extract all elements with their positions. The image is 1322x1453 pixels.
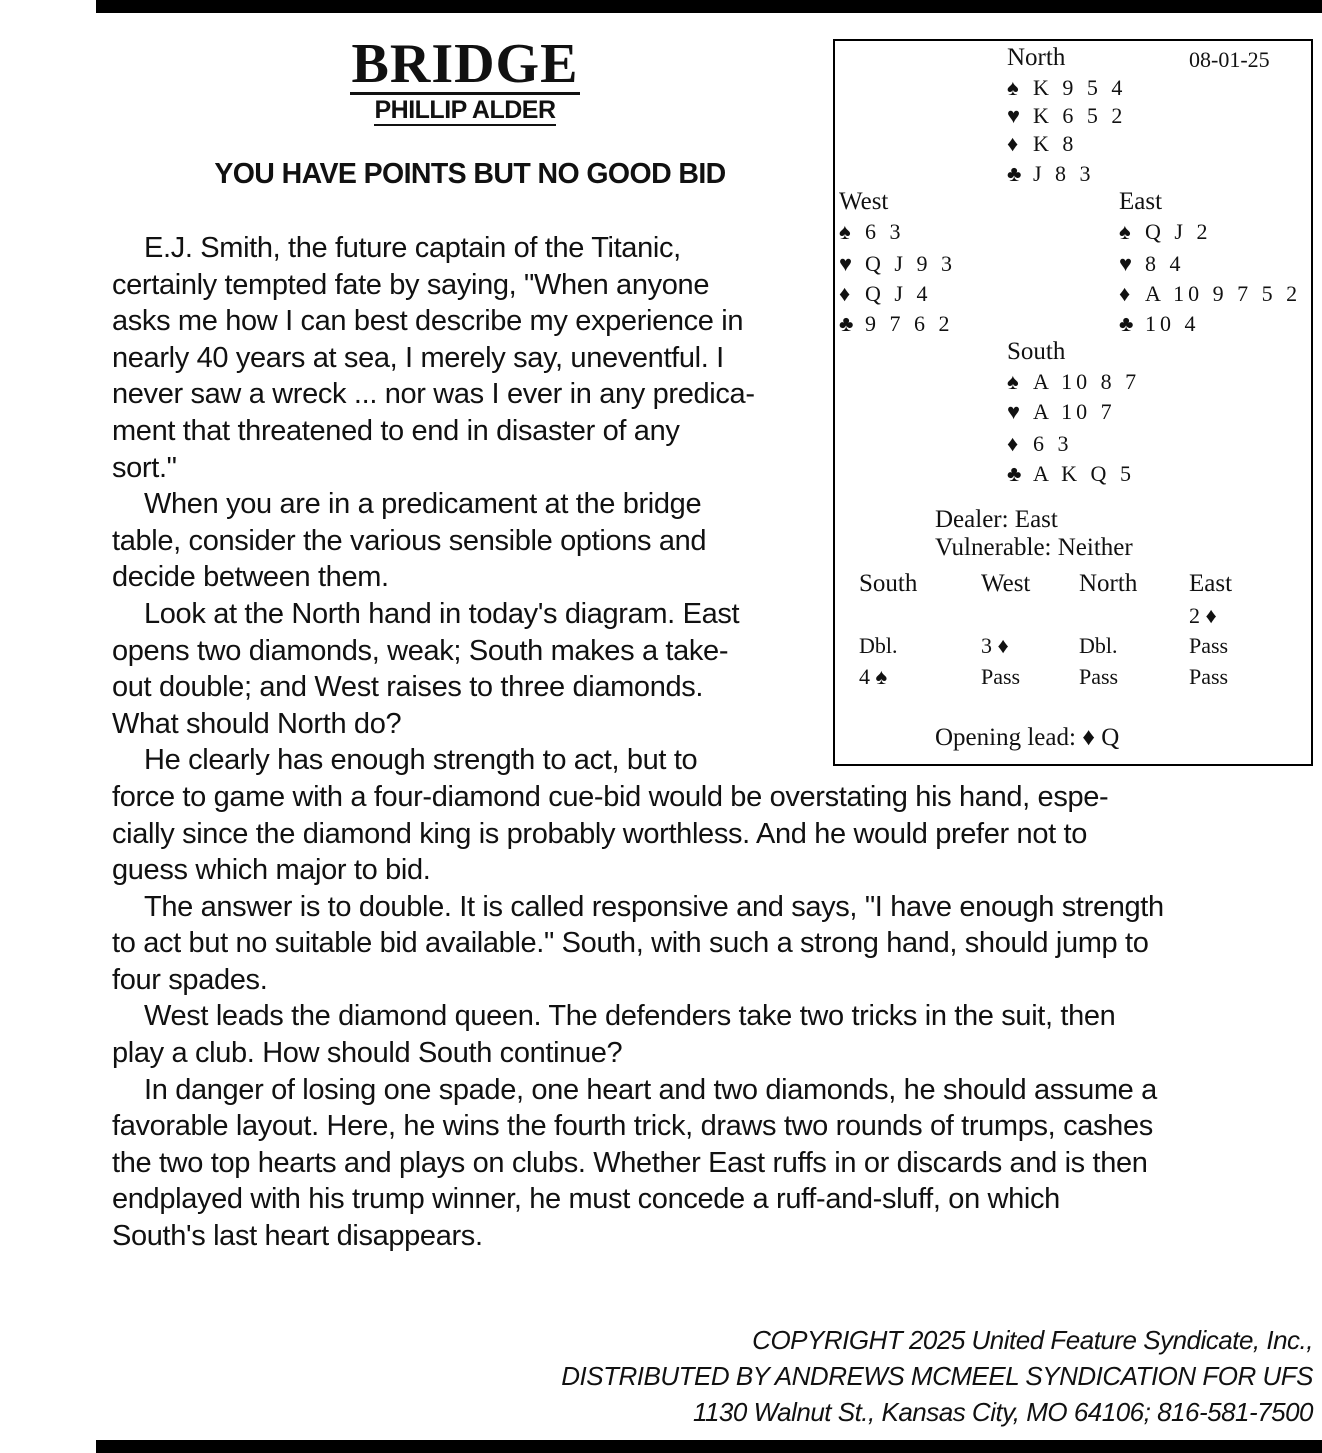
diamond-icon: ♦ bbox=[1205, 603, 1217, 628]
auction-header-south: South bbox=[859, 570, 918, 597]
body-line: In danger of losing one spade, one heart and two diamonds, he should assume a bbox=[144, 1073, 1157, 1106]
body-line: to act but no suitable bid available." South, with such a strong hand, should jump to bbox=[112, 927, 1149, 960]
auction-bid: Pass bbox=[981, 664, 1021, 689]
diamond-icon: ♦ bbox=[1007, 131, 1019, 156]
spade-icon: ♠ bbox=[1007, 369, 1019, 394]
body-line: the two top hearts and plays on clubs. Whether East ruffs in or discards and is then bbox=[112, 1146, 1148, 1179]
body-line: table, consider the various sensible options and bbox=[112, 524, 707, 557]
body-line: endplayed with his trump winner, he must concede a ruff-and-sluff, on which bbox=[112, 1183, 1060, 1216]
body-line: When you are in a predicament at the bridge bbox=[144, 488, 702, 521]
body-line: guess which major to bid. bbox=[112, 854, 431, 887]
body-line: never saw a wreck ... nor was I ever in any predica- bbox=[112, 378, 755, 411]
auction-header-east: East bbox=[1189, 570, 1233, 597]
spade-icon: ♠ bbox=[875, 664, 888, 689]
bridge-diagram bbox=[833, 39, 1313, 766]
north-clubs: ♣ J 8 3 bbox=[1007, 161, 1095, 186]
body-line: certainly tempted fate by saying, "When anyone bbox=[112, 268, 710, 301]
auction-header-north: North bbox=[1079, 570, 1138, 597]
body-line: nearly 40 years at sea, I merely say, uneventful. I bbox=[112, 341, 724, 374]
top-rule bbox=[96, 0, 1322, 13]
diamond-icon: ♦ bbox=[839, 281, 851, 306]
spade-icon: ♠ bbox=[1119, 219, 1131, 244]
diamond-icon: ♦ bbox=[1119, 281, 1131, 306]
auction-bid: 4 ♠ bbox=[859, 664, 888, 689]
body-line: West leads the diamond queen. The defenders take two tricks in the suit, then bbox=[144, 1000, 1116, 1033]
west-spades: ♠ 6 3 bbox=[839, 219, 905, 244]
body-line: four spades. bbox=[112, 963, 268, 996]
club-icon: ♣ bbox=[1007, 461, 1022, 486]
spade-icon: ♠ bbox=[1007, 75, 1019, 100]
body-line: Look at the North hand in today's diagram. East bbox=[144, 597, 740, 630]
auction-bid: 2 ♦ bbox=[1189, 603, 1217, 628]
heart-icon: ♥ bbox=[839, 251, 853, 276]
copyright-line: 1130 Walnut St., Kansas City, MO 64106; 816-581-7500 bbox=[692, 1397, 1313, 1427]
heart-icon: ♥ bbox=[1007, 399, 1021, 424]
masthead bbox=[300, 33, 630, 126]
heart-icon: ♥ bbox=[1119, 251, 1133, 276]
diagram-date: 08-01-25 bbox=[1189, 47, 1270, 72]
diamond-icon: ♦ bbox=[1082, 724, 1095, 751]
club-icon: ♣ bbox=[1007, 161, 1022, 186]
article-headline: YOU HAVE POINTS BUT NO GOOD BID bbox=[214, 158, 726, 190]
body-line: E.J. Smith, the future captain of the Titanic, bbox=[144, 232, 681, 264]
west-label: West bbox=[839, 188, 889, 215]
south-hearts: ♥ A 10 7 bbox=[1007, 399, 1116, 424]
auction-bid: Dbl. bbox=[1079, 633, 1118, 658]
body-line: play a club. How should South continue? bbox=[112, 1037, 623, 1070]
east-spades: ♠ Q J 2 bbox=[1119, 219, 1212, 244]
copyright-line: DISTRIBUTED BY ANDREWS MCMEEL SYNDICATION FOR UFS bbox=[561, 1361, 1313, 1391]
body-line: decide between them. bbox=[112, 561, 389, 594]
auction-bid: Pass bbox=[1189, 633, 1229, 658]
south-spades: ♠ A 10 8 7 bbox=[1007, 369, 1141, 394]
auction-header-west: West bbox=[981, 570, 1031, 597]
east-hearts: ♥ 8 4 bbox=[1119, 251, 1185, 276]
north-hearts: ♥ K 6 5 2 bbox=[1007, 103, 1127, 128]
vulnerability: Vulnerable: Neither bbox=[935, 534, 1133, 561]
east-diamonds: ♦ A 10 9 7 5 2 bbox=[1119, 281, 1302, 306]
diamond-icon: ♦ bbox=[1007, 431, 1019, 456]
body-line: He clearly has enough strength to act, but to bbox=[144, 744, 698, 777]
west-clubs: ♣ 9 7 6 2 bbox=[839, 311, 954, 336]
diamond-icon: ♦ bbox=[997, 633, 1009, 658]
south-label: South bbox=[1007, 338, 1066, 365]
dealer: Dealer: East bbox=[935, 506, 1058, 533]
body-line: sort." bbox=[112, 451, 177, 484]
body-line: force to game with a four-diamond cue-bid would be overstating his hand, espe- bbox=[112, 780, 1109, 813]
heart-icon: ♥ bbox=[1007, 103, 1021, 128]
club-icon: ♣ bbox=[839, 311, 854, 336]
auction-bid: Dbl. bbox=[859, 633, 898, 658]
body-line: favorable layout. Here, he wins the fourth trick, draws two rounds of trumps, cashes bbox=[112, 1110, 1153, 1143]
body-line: cially since the diamond king is probably worthless. And he would prefer not to bbox=[112, 817, 1088, 850]
south-diamonds: ♦ 6 3 bbox=[1007, 431, 1073, 456]
body-line: South's last heart disappears. bbox=[112, 1220, 483, 1253]
south-clubs: ♣ A K Q 5 bbox=[1007, 461, 1135, 486]
body-line: opens two diamonds, weak; South makes a take- bbox=[112, 634, 729, 667]
copyright-notice bbox=[561, 1322, 1313, 1430]
club-icon: ♣ bbox=[1119, 311, 1134, 336]
copyright-line: COPYRIGHT 2025 United Feature Syndicate, Inc., bbox=[752, 1325, 1313, 1355]
opening-lead: Opening lead: ♦ Q bbox=[935, 724, 1120, 751]
north-diamonds: ♦ K 8 bbox=[1007, 131, 1078, 156]
west-diamonds: ♦ Q J 4 bbox=[839, 281, 932, 306]
auction-bid: Pass bbox=[1079, 664, 1119, 689]
west-hearts: ♥ Q J 9 3 bbox=[839, 251, 956, 276]
east-label: East bbox=[1119, 188, 1163, 215]
body-line: ment that threatened to end in disaster of any bbox=[112, 414, 680, 447]
spade-icon: ♠ bbox=[839, 219, 851, 244]
north-spades: ♠ K 9 5 4 bbox=[1007, 75, 1127, 100]
auction-bid: Pass bbox=[1189, 664, 1229, 689]
body-line: What should North do? bbox=[112, 707, 402, 740]
bottom-rule bbox=[96, 1440, 1322, 1453]
north-label: North bbox=[1007, 44, 1066, 71]
column-title: BRIDGE bbox=[351, 33, 579, 95]
auction-bid: 3 ♦ bbox=[981, 633, 1009, 658]
body-line: asks me how I can best describe my experience in bbox=[112, 305, 744, 338]
column-author: PHILLIP ALDER bbox=[374, 96, 556, 124]
body-line: out double; and West raises to three diamonds. bbox=[112, 671, 704, 704]
east-clubs: ♣ 10 4 bbox=[1119, 311, 1200, 336]
body-line: The answer is to double. It is called responsive and says, "I have enough strength bbox=[144, 890, 1164, 923]
